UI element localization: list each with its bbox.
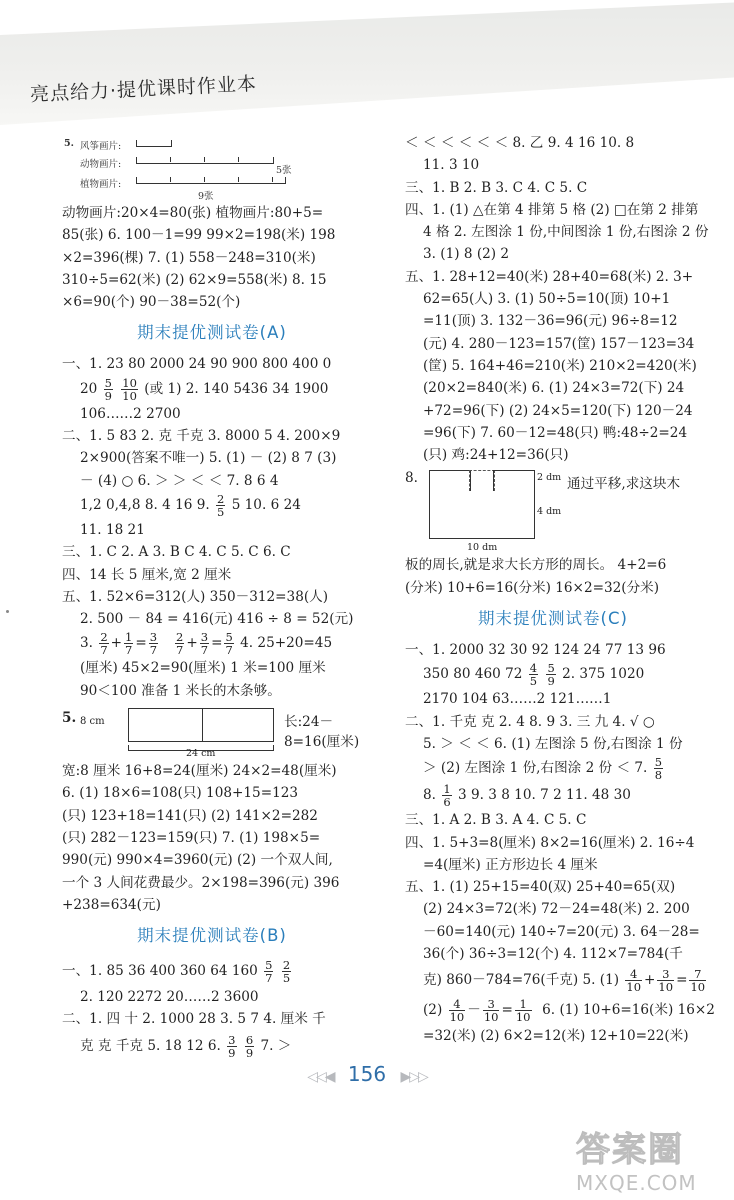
kite-bar [136,140,172,147]
answer-line: 36(个) 36÷3=12(个) 4. 112×7=784(千 [423,946,683,963]
fraction: $\frac{5}{8}$ [654,755,663,783]
next-arrows-icon: ▶▷▷ [400,1069,427,1085]
answer-line: (只) 282－123=159(只) 7. (1) 198×5= [62,829,321,846]
answer-line: 90＜100 准备 1 米长的木条够。 [80,682,281,699]
answer-line: 三、1. B 2. B 3. C 4. C 5. C [405,179,588,196]
answer-line: =11(顶) 3. 132－36=96(元) 96÷8=12 [423,313,678,330]
answer-line: (只) 鸡:24+12=36(只) [423,447,569,464]
page-number: 156 [347,1062,387,1086]
answer-line: 350 80 460 72 $\frac{4}{5}$ $\frac{5}{9}$ 2. 375 1020 [423,661,645,689]
answer-line: =96(下) 7. 60－12=48(只) 鸭:48÷2=24 [423,424,688,441]
answer-line: 990(元) 990×4=3960(元) (2) 一个双人间, [62,852,333,869]
answer-line: 11. 18 21 [80,521,145,538]
answer-line: +238=634(元) [62,896,161,913]
answer-line: 克 克 千克 5. 18 12 6. $\frac{3}{9}$ $\frac{6}{9}$ 7. ＞ [80,1032,292,1060]
answer-line: 五、1. (1) 25+15=40(双) 25+40=65(双) [405,879,676,896]
watermark-logo [576,1122,726,1194]
answer-line: 五、1. 28+12=40(米) 28+40=68(米) 2. 3+ [405,268,694,285]
answer-line: 五、1. 52×6=312(人) 350－312=38(人) [62,588,329,605]
answer-line: 2170 104 63……2 121……1 [423,691,612,708]
answer-line: 2. 500 － 84 = 416(元) 416 ÷ 8 = 52(元) [80,611,354,628]
fraction: $\frac{3}{9}$ [228,1032,236,1060]
answer-line: 三、1. C 2. A 3. B C 4. C 5. C 6. C [62,544,291,561]
fraction: $\frac{2}{7}$ [100,630,108,658]
answer-line: 一个 3 人间花费最少。2×198=396(元) 396 [62,874,340,891]
answer-line: 4 格 2. 左图涂 1 份,中间图涂 1 份,右图涂 2 份 [423,224,709,241]
answer-line: 长:24－8=16(厘米) [284,714,360,751]
fraction: $\frac{3}{10}$ [483,997,499,1025]
answer-line: 20 $\frac{5}{9}$ $\frac{10}{10}$ (或 1) 2. 140 5436 34 1900 [80,375,329,403]
fraction: $\frac{4}{5}$ [529,661,538,689]
fraction: $\frac{3}{7}$ [200,630,209,658]
section-title-b: 期末提优测试卷(B) [137,926,287,946]
five-sheets-label: 5张 [276,165,292,176]
header-band [0,0,734,125]
board-base [429,490,535,539]
answer-line: 6. (1) 18×6=108(只) 108+15=123 [62,785,299,802]
answer-line: 8. $\frac{1}{6}$ 3 9. 3 8 10. 7 2 11. 48 30 [423,782,631,810]
width-label: 24 cm [186,748,216,760]
fraction: $\frac{4}{10}$ [626,967,642,995]
answer-line: (20×2=840(米) 6. (1) 24×3=72(下) 24 [423,380,685,397]
fraction: $\frac{1}{7}$ [125,630,133,658]
watermark-url: MXQE.COM [576,1171,697,1195]
answer-line: 一、1. 23 80 2000 24 90 900 800 400 0 [62,356,332,373]
fraction: $\frac{6}{9}$ [245,1032,254,1060]
answer-line: 通过平移,求这块木 [567,476,681,493]
fraction: $\frac{5}{9}$ [547,661,555,689]
fraction: $\frac{1}{6}$ [443,782,451,810]
answer-line: 106……2 2700 [80,405,181,422]
answer-line: － (4) ○ 6. ＞ ＞ ＜ ＜ 7. 8 6 4 [80,472,279,489]
answer-line: 1,2 0,4,8 8. 4 16 9. $\frac{2}{5}$ 5 10. 6 24 [80,491,301,519]
board-top-right [493,470,535,491]
answer-line: 3. $\frac{2}{7}$ + $\frac{1}{7}$ = $\frac{3}{7}$ $\frac{2}{7}$ + $\frac{3}{7}$ = $\frac{5}{7}$ 4. 25+20=45 [80,630,333,658]
answer-line: ＞ (2) 左图涂 1 份,右图涂 2 份 ＜ 7. $\frac{5}{8}$ [423,755,663,783]
fraction: $\frac{2}{5}$ [282,958,291,986]
fraction: $\frac{5}{7}$ [265,958,273,986]
rectangle-shape [128,708,274,742]
answer-line: 2. 120 2272 20……2 3600 [80,989,259,1006]
wood-board-figure: 8. 2 dm 4 dm 10 dm 通过平移,求这块木 [405,470,681,554]
dim-label: 4 dm [537,506,562,518]
left-column [62,136,362,1061]
fraction: $\frac{3}{7}$ [149,630,158,658]
answer-line: 四、14 长 5 厘米,宽 2 厘米 [62,566,232,583]
answer-line: (筐) 5. 164+46=210(米) 210×2=420(米) [423,357,697,374]
plant-label: 植物画片: [80,179,122,190]
watermark-text: 答案圈 [576,1130,684,1170]
plant-bar [136,177,286,184]
dim-label: 2 dm [537,472,562,484]
answer-line: 一、1. 85 36 400 360 64 160 $\frac{5}{7}$ $\frac{2}{5}$ [62,958,291,986]
page-footer [0,1062,734,1086]
answer-line: ×6=90(个) 90－38=52(个) [62,294,241,311]
answer-line: 3. (1) 8 (2) 2 [423,246,510,263]
answer-line: 310÷5=62(米) (2) 62×9=558(米) 8. 15 [62,271,327,288]
answer-line: －60=140(元) 140÷7=20(元) 3. 64－28= [423,923,700,940]
right-column [405,132,715,1048]
scan-mark [6,610,9,613]
fraction: $\frac{1}{10}$ [515,997,531,1025]
answer-line: ＜ ＜ ＜ ＜ ＜ ＜ 8. 乙 9. 4 16 10. 8 [405,135,635,151]
fraction: $\frac{4}{10}$ [449,997,465,1025]
fraction: $\frac{2}{7}$ [176,630,184,658]
animal-bar [136,157,274,164]
section-title-c: 期末提优测试卷(C) [478,609,628,629]
answer-line: 四、1. (1) △在第 4 排第 5 格 (2) □在第 2 排第 [405,201,699,218]
answer-line: (只) 123+18=141(只) (2) 141×2=282 [62,807,318,824]
section-title-a: 期末提优测试卷(A) [137,323,287,343]
answer-line: 62=65(人) 3. (1) 50÷5=10(顶) 10+1 [423,291,671,308]
answer-line: (元) 4. 280－123=157(筐) 157－123=34 [423,335,695,352]
page-header-title: 亮点给力·提优课时作业本 [29,72,258,106]
fraction: $\frac{3}{10}$ [658,967,674,995]
answer-line: 克) 860－784=76(千克) 5. (1) $\frac{4}{10}$ + $\frac{3}{10}$ = $\frac{7}{10}$ [423,967,706,995]
height-label: 8 cm [80,716,105,728]
board-top-left [429,470,471,491]
fraction: $\frac{7}{10}$ [690,967,706,995]
answer-line: (厘米) 45×2=90(厘米) 1 米=100 厘米 [80,660,326,677]
dim-label: 10 dm [467,542,498,554]
answer-line: (分米) 10+6=16(分米) 16×2=32(分米) [405,579,660,596]
kite-label: 风筝画片: [80,141,122,152]
animal-label: 动物画片: [80,159,122,170]
answer-line: 四、1. 5+3=8(厘米) 8×2=16(厘米) 2. 16÷4 [405,834,695,851]
answer-line: =4(厘米) 正方形边长 4 厘米 [423,856,598,873]
answer-line: 板的周长,就是求大长方形的周长。 4+2=6 [405,557,667,574]
answer-line: 二、1. 5 83 2. 克 千克 3. 8000 5 4. 200×9 [62,428,341,445]
answer-line: (2) 24×3=72(米) 72－24=48(米) 2. 200 [423,901,690,918]
answer-line: 动物画片:20×4=80(张) 植物画片:80+5= [62,205,324,221]
answer-line: 三、1. A 2. B 3. A 4. C 5. C [405,812,587,829]
fraction: $\frac{5}{7}$ [225,630,233,658]
answer-line: 二、1. 千克 克 2. 4 8. 9 3. 三 九 4. √ ○ [405,713,655,730]
answer-line: 11. 3 10 [423,157,480,174]
answer-line: ×2=396(棵) 7. (1) 558－248=310(米) [62,249,316,266]
nine-sheets-label: 9张 [198,191,214,202]
answer-line: 一、1. 2000 32 30 92 124 24 77 13 96 [405,642,666,659]
answer-line: =32(米) (2) 6×2=12(米) 12+10=22(米) [423,1028,689,1045]
fraction: $\frac{5}{9}$ [104,375,112,403]
answer-line: +72=96(下) (2) 24×5=120(下) 120－24 [423,402,693,419]
prev-arrows-icon: ◁◁◀ [307,1069,334,1085]
answer-line: 2×900(答案不唯一) 5. (1) － (2) 8 7 (3) [80,450,337,467]
fraction: $\frac{10}{10}$ [122,375,137,403]
picture-count-diagram: 5. 风筝画片: 动物画片: 5张 植物画片: 9张 [64,138,292,202]
answer-line: 宽:8 厘米 16+8=24(厘米) 24×2=48(厘米) [62,763,337,780]
answer-line: 85(张) 6. 100－1=99 99×2=198(米) 198 [62,227,336,244]
answer-line: 5. ＞ ＜ ＜ 6. (1) 左图涂 5 份,右图涂 1 份 [423,735,683,752]
answer-line: 二、1. 四 十 2. 1000 28 3. 5 7 4. 厘米 千 [62,1011,326,1028]
answer-line: (2) $\frac{4}{10}$ － $\frac{3}{10}$ = $\frac{1}{10}$ 6. (1) 10+6=16(米) 16×2 [423,997,715,1025]
board-moved-part [469,470,495,491]
rectangle-figure: 5. 8 cm 24 cm 长:24－8=16(厘米) [62,702,362,760]
fraction: $\frac{2}{5}$ [217,491,225,519]
